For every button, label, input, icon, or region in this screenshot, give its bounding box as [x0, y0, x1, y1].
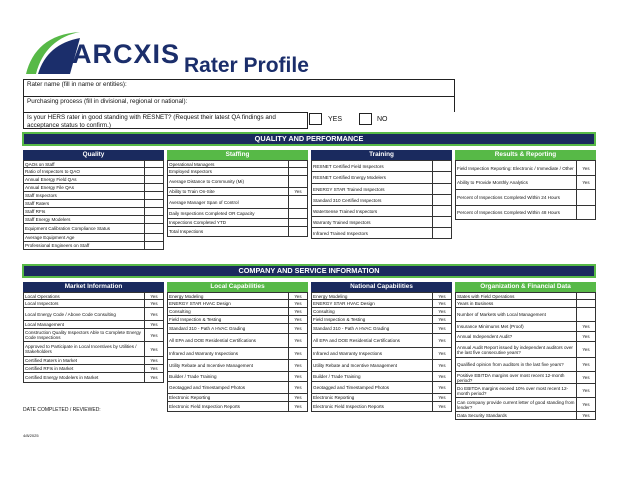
- table-row: [311, 300, 452, 308]
- table-row: [167, 394, 308, 402]
- row-value-cell[interactable]: [432, 195, 451, 205]
- row-label: WaterSense Trained Inspectors: [313, 208, 378, 214]
- row-label: Energy Modeling: [313, 293, 348, 299]
- row-label: Field Inspection Reporting: Electronic / Immediate / Other: [457, 165, 574, 171]
- row-label: Infrared Trained Inspectors: [313, 230, 368, 236]
- row-value-cell[interactable]: [576, 300, 595, 307]
- row-label: RESNET Certified Field Inspectors: [313, 163, 384, 169]
- row-label: Ability to Train On-Site: [169, 189, 215, 194]
- table-row: [23, 208, 164, 216]
- row-label: Years in Business: [457, 301, 494, 306]
- row-label: Inspections Completed YTD: [169, 220, 227, 225]
- no-label: NO: [377, 116, 388, 123]
- row-value-cell[interactable]: Yes: [576, 412, 595, 419]
- table-row: [167, 168, 308, 176]
- table-row: [455, 160, 596, 176]
- row-label: Number of Markets with Local Management: [457, 312, 546, 317]
- table-row: [455, 384, 596, 398]
- document-date: 4/8/2025: [23, 433, 39, 438]
- row-value-cell[interactable]: Yes: [288, 308, 307, 315]
- row-value-cell[interactable]: Yes: [144, 329, 163, 341]
- table-row: [23, 365, 164, 373]
- row-label: ENERGY STAR HVAC Design: [313, 301, 375, 306]
- row-value-cell[interactable]: Yes: [576, 342, 595, 357]
- section-company-service: COMPANY AND SERVICE INFORMATION: [22, 264, 596, 278]
- row-value-cell[interactable]: Yes: [432, 372, 451, 381]
- table-row: [167, 209, 308, 219]
- row-label: States with Field Operations: [457, 293, 515, 299]
- table-row: [23, 357, 164, 365]
- row-value-cell[interactable]: Yes: [432, 334, 451, 347]
- table-row: [167, 402, 308, 412]
- results-table: [455, 150, 596, 220]
- table-row: [23, 160, 164, 168]
- row-label: Field Inspection & Testing: [169, 317, 222, 322]
- row-value-cell[interactable]: Yes: [144, 321, 163, 328]
- row-value-cell[interactable]: [144, 184, 163, 191]
- row-value-cell[interactable]: [432, 206, 451, 216]
- no-checkbox[interactable]: [359, 113, 372, 125]
- logo-wordmark: ARCXIS: [72, 39, 181, 69]
- table-row: [167, 292, 308, 300]
- row-value-cell[interactable]: [288, 176, 307, 187]
- row-label: Energy Modeling: [169, 293, 204, 299]
- row-value-cell[interactable]: [144, 168, 163, 175]
- table-row: [167, 360, 308, 372]
- row-value-cell[interactable]: Yes: [432, 300, 451, 307]
- row-value-cell[interactable]: [144, 242, 163, 249]
- row-value-cell[interactable]: Yes: [144, 365, 163, 372]
- hers-question-label: Is your HERS rater in good standing with RESNET? (Request their latest QA findings and acceptance status to confirm.): [27, 114, 276, 129]
- row-value-cell[interactable]: Yes: [576, 161, 595, 175]
- table-row: [455, 322, 596, 332]
- table-row: [167, 219, 308, 227]
- row-value-cell[interactable]: Yes: [432, 324, 451, 333]
- table-row: [23, 342, 164, 357]
- row-label: Qualified opinion from auditors in the last five years?: [457, 362, 564, 367]
- row-label: Certified Energy Modelers in Market: [25, 375, 99, 380]
- training-header: Training: [311, 150, 452, 160]
- row-label: Operational Managers: [169, 161, 215, 167]
- row-value-cell[interactable]: Yes: [288, 316, 307, 323]
- org-financial-table: [455, 282, 596, 420]
- table-row: [23, 200, 164, 208]
- row-value-cell[interactable]: [576, 206, 595, 219]
- row-value-cell[interactable]: [144, 176, 163, 183]
- table-row: [23, 329, 164, 342]
- table-row: [455, 398, 596, 412]
- row-label: ENERGY STAR HVAC Design: [169, 301, 231, 306]
- quality-table: [23, 150, 164, 250]
- row-value-cell[interactable]: [576, 190, 595, 205]
- page-title: Rater Profile: [184, 54, 309, 77]
- row-label: Certified Raters in Market: [25, 358, 78, 363]
- row-value-cell[interactable]: Yes: [432, 360, 451, 371]
- national-capabilities-table: [311, 282, 452, 412]
- row-value-cell[interactable]: Yes: [432, 293, 451, 299]
- row-value-cell[interactable]: Yes: [576, 384, 595, 397]
- row-label: Local Inspectors: [25, 301, 59, 306]
- rater-name-label: Rater name (fill in name or entities):: [27, 81, 127, 88]
- table-row: [167, 316, 308, 324]
- row-label: ENERGY STAR Trained Inspectors: [313, 186, 385, 192]
- row-label: Equipment Calibration Compliance Status: [25, 226, 111, 231]
- row-label: Do EBITDA margins exceed 10% over most recent 12-month period?: [457, 385, 569, 396]
- table-row: [23, 321, 164, 329]
- row-value-cell[interactable]: Yes: [288, 348, 307, 359]
- hers-question: [23, 112, 308, 129]
- row-label: Standard 310 Certified Inspectors: [313, 197, 382, 203]
- table-row: [455, 300, 596, 308]
- row-value-cell[interactable]: Yes: [576, 398, 595, 411]
- row-value-cell[interactable]: [288, 227, 307, 236]
- row-label: Ability to Provide Monthly Analytics: [457, 180, 528, 185]
- row-label: Local Operations: [25, 293, 60, 299]
- row-label: Field Inspection & Testing: [313, 317, 366, 322]
- table-row: [311, 172, 452, 184]
- row-value-cell[interactable]: Yes: [432, 382, 451, 393]
- table-row: [167, 324, 308, 334]
- row-label: Approved to Participate in Local Incentives by Utilities / Stakeholders: [25, 344, 137, 354]
- table-row: [455, 308, 596, 322]
- rater-name-field[interactable]: [23, 79, 455, 96]
- row-label: Staff RFIs: [25, 209, 46, 214]
- local-header: Local Capabilities: [167, 282, 308, 292]
- table-row: [455, 332, 596, 342]
- market-header: Market Information: [23, 282, 164, 292]
- row-value-cell[interactable]: [432, 172, 451, 183]
- row-label: Utility Rebate and Incentive Management: [313, 363, 398, 368]
- row-label: Annual Audit Report issued by independent auditors over the last five consecutive years?: [457, 344, 573, 355]
- table-row: [311, 160, 452, 172]
- results-header: Results & Reporting: [455, 150, 596, 160]
- row-label: Electronic Field Inspection Reports: [313, 404, 384, 409]
- row-label: Professional Engineers on Staff: [25, 243, 90, 248]
- row-label: Consulting: [169, 309, 191, 314]
- row-value-cell[interactable]: [432, 228, 451, 238]
- row-value-cell[interactable]: [144, 200, 163, 207]
- table-row: [455, 372, 596, 384]
- row-label: RESNET Certified Energy Modelers: [313, 175, 386, 180]
- row-label: Insurance Minimums Met (Proof): [457, 324, 524, 329]
- arcxis-logo: [22, 28, 182, 76]
- row-label: Certified RFIs in Market: [25, 366, 74, 371]
- table-row: [23, 300, 164, 308]
- row-label: Daily Inspections Completed OR Capacity: [169, 211, 255, 216]
- row-label: Builder / Trade Training: [169, 374, 217, 379]
- row-value-cell[interactable]: Yes: [576, 358, 595, 371]
- table-row: [167, 372, 308, 382]
- table-row: [167, 176, 308, 188]
- table-row: [311, 372, 452, 382]
- row-value-cell[interactable]: [288, 168, 307, 175]
- row-label: Geotagged and Timestamped Photos: [313, 385, 390, 390]
- table-row: [311, 348, 452, 360]
- org-header: Organization & Financial Data: [455, 282, 596, 292]
- row-label: Construction Quality Inspectors Able to Complete Energy Code Inspections: [25, 330, 141, 340]
- row-label: All EPA and DOE Residential Certifications: [313, 338, 400, 343]
- table-row: [311, 228, 452, 239]
- row-label: Percent of Inspections Completed Within 24 Hours: [457, 195, 560, 200]
- row-label: Electronic Reporting: [313, 395, 355, 400]
- table-row: [23, 242, 164, 250]
- table-row: [311, 308, 452, 316]
- row-label: Consulting: [313, 309, 335, 314]
- row-value-cell[interactable]: Yes: [288, 188, 307, 195]
- row-value-cell[interactable]: Yes: [576, 332, 595, 341]
- table-row: [167, 160, 308, 168]
- row-value-cell[interactable]: Yes: [288, 324, 307, 333]
- table-row: [23, 168, 164, 176]
- market-table: [23, 282, 164, 383]
- table-row: [23, 234, 164, 242]
- row-label: Geotagged and Timestamped Photos: [169, 385, 246, 390]
- table-row: [311, 334, 452, 348]
- row-label: Data Security Standards: [457, 413, 507, 418]
- row-label: Standard 310 - Path A HVAC Grading: [313, 326, 390, 331]
- purchasing-label: Purchasing process (fill in divisional, regional or national):: [27, 98, 188, 105]
- row-value-cell[interactable]: Yes: [432, 308, 451, 315]
- row-value-cell[interactable]: [288, 209, 307, 218]
- row-value-cell[interactable]: Yes: [288, 372, 307, 381]
- row-value-cell[interactable]: [288, 196, 307, 208]
- row-label: Positive EBITDA margins over most recent 12-month period?: [457, 372, 565, 383]
- quality-header: Quality: [23, 150, 164, 160]
- row-value-cell[interactable]: Yes: [576, 176, 595, 189]
- row-value-cell[interactable]: [432, 184, 451, 194]
- row-value-cell[interactable]: [288, 219, 307, 226]
- table-row: [23, 308, 164, 321]
- row-label: Average Distance to Community (Mi): [169, 179, 244, 184]
- row-value-cell[interactable]: Yes: [432, 402, 451, 411]
- table-row: [455, 358, 596, 372]
- row-label: Utility Rebate and Incentive Management: [169, 363, 254, 368]
- row-value-cell[interactable]: Yes: [144, 308, 163, 320]
- row-label: All EPA and DOE Residential Certifications: [169, 338, 256, 343]
- table-row: [455, 206, 596, 220]
- row-value-cell[interactable]: [576, 293, 595, 299]
- row-label: Average Manager Span of Control: [169, 199, 239, 205]
- row-label: Electronic Field Inspection Reports: [169, 404, 240, 409]
- table-row: [23, 373, 164, 383]
- table-row: [311, 195, 452, 206]
- row-value-cell[interactable]: Yes: [288, 334, 307, 347]
- row-value-cell[interactable]: Yes: [288, 402, 307, 411]
- table-row: [455, 342, 596, 358]
- row-label: Builder / Trade Training: [313, 374, 361, 379]
- row-label: Average Equipment Age: [25, 235, 75, 240]
- table-row: [455, 176, 596, 190]
- row-value-cell[interactable]: Yes: [432, 316, 451, 323]
- row-value-cell[interactable]: Yes: [144, 293, 163, 299]
- row-value-cell[interactable]: Yes: [432, 348, 451, 359]
- table-row: [23, 184, 164, 192]
- table-row: [311, 292, 452, 300]
- row-value-cell[interactable]: Yes: [432, 394, 451, 401]
- row-value-cell[interactable]: Yes: [144, 300, 163, 307]
- row-value-cell[interactable]: Yes: [576, 372, 595, 383]
- table-row: [23, 224, 164, 234]
- table-row: [167, 300, 308, 308]
- table-row: [311, 382, 452, 394]
- section-quality-performance: QUALITY AND PERFORMANCE: [22, 132, 596, 146]
- row-value-cell[interactable]: Yes: [288, 360, 307, 371]
- table-row: [455, 412, 596, 420]
- table-row: [23, 216, 164, 224]
- row-value-cell[interactable]: [144, 234, 163, 241]
- training-table: [311, 150, 452, 239]
- table-row: [311, 316, 452, 324]
- table-row: [311, 360, 452, 372]
- row-value-cell[interactable]: [144, 224, 163, 233]
- row-value-cell[interactable]: Yes: [144, 357, 163, 364]
- row-value-cell[interactable]: Yes: [288, 394, 307, 401]
- row-label: Annual Energy File QAs: [25, 185, 75, 190]
- table-row: [167, 382, 308, 394]
- table-row: [455, 190, 596, 206]
- row-label: Total Inspections: [169, 229, 204, 234]
- row-value-cell[interactable]: [144, 208, 163, 215]
- row-value-cell[interactable]: Yes: [144, 373, 163, 382]
- row-label: Staff Energy Modelers: [25, 217, 71, 222]
- row-value-cell[interactable]: Yes: [288, 382, 307, 393]
- row-value-cell[interactable]: Yes: [144, 342, 163, 356]
- table-row: [311, 217, 452, 228]
- local-capabilities-table: [167, 282, 308, 412]
- row-value-cell[interactable]: [432, 161, 451, 171]
- row-label: Can company provide current letter of good standing from lender?: [457, 399, 575, 410]
- purchasing-field[interactable]: [23, 96, 455, 112]
- yes-label: YES: [328, 116, 343, 123]
- row-value-cell[interactable]: [576, 308, 595, 321]
- row-label: Ratio of Inspectors to QAO: [25, 169, 80, 174]
- table-row: [167, 348, 308, 360]
- row-value-cell[interactable]: [288, 161, 307, 167]
- table-row: [167, 188, 308, 196]
- table-row: [311, 394, 452, 402]
- row-label: Annual Energy Field QAs: [25, 177, 77, 182]
- staffing-table: [167, 150, 308, 237]
- table-row: [311, 402, 452, 412]
- staffing-header: Staffing: [167, 150, 308, 160]
- table-row: [23, 192, 164, 200]
- row-value-cell[interactable]: [144, 161, 163, 167]
- table-row: [167, 334, 308, 348]
- row-value-cell[interactable]: [144, 192, 163, 199]
- row-label: Electronic Reporting: [169, 395, 211, 400]
- table-row: [167, 308, 308, 316]
- row-label: Annual Independent Audit?: [457, 334, 513, 339]
- row-value-cell[interactable]: [432, 217, 451, 227]
- row-value-cell[interactable]: Yes: [288, 300, 307, 307]
- table-row: [23, 292, 164, 300]
- row-value-cell[interactable]: Yes: [576, 322, 595, 331]
- table-row: [311, 324, 452, 334]
- row-label: Staff Raters: [25, 201, 50, 206]
- row-label: Percent of Inspections Completed Within 48 Hours: [457, 210, 560, 215]
- table-row: [23, 176, 164, 184]
- row-label: Warranty Trained Inspectors: [313, 219, 371, 225]
- national-header: National Capabilities: [311, 282, 452, 292]
- date-completed-label: DATE COMPLETED / REVIEWED:: [23, 407, 101, 413]
- yes-checkbox[interactable]: [309, 113, 322, 125]
- row-value-cell[interactable]: Yes: [288, 293, 307, 299]
- row-label: Infrared and Warranty Inspections: [313, 351, 383, 356]
- table-row: [167, 227, 308, 237]
- table-row: [455, 292, 596, 300]
- row-label: QAOs on Staff: [25, 161, 55, 167]
- row-label: Employed Inspectors: [169, 169, 212, 174]
- row-value-cell[interactable]: [144, 216, 163, 223]
- table-row: [167, 196, 308, 209]
- row-label: Standard 310 - Path A HVAC Grading: [169, 326, 246, 331]
- table-row: [311, 206, 452, 217]
- row-label: Local Management: [25, 322, 65, 327]
- row-label: Local Energy Code / Above Code Consulting: [25, 311, 116, 317]
- row-label: Infrared and Warranty Inspections: [169, 351, 239, 356]
- table-row: [311, 184, 452, 195]
- row-label: Staff Inspectors: [25, 193, 57, 198]
